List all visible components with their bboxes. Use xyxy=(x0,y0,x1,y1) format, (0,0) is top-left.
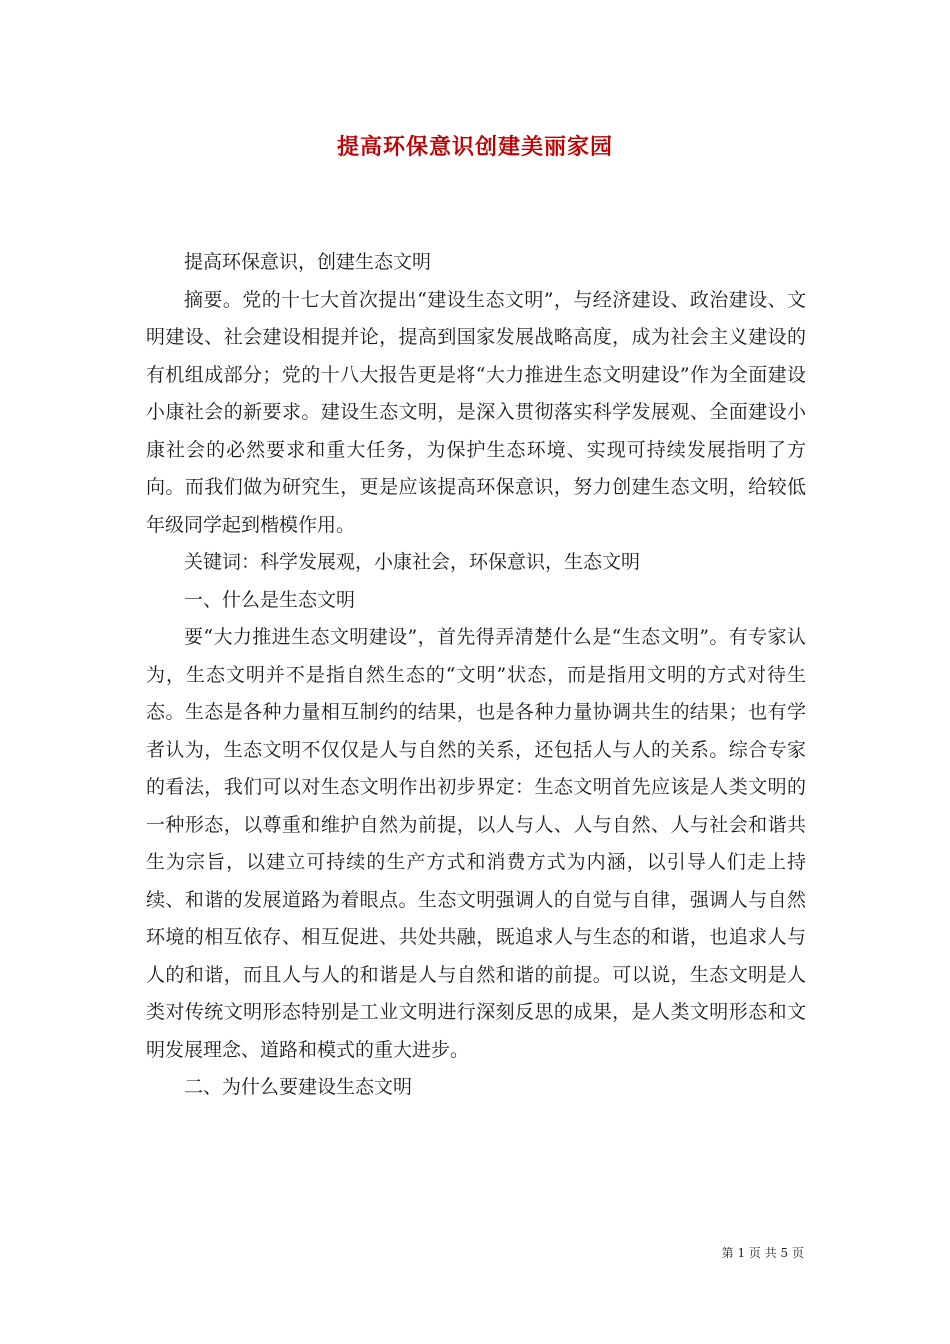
page-number: 第 1 页 共 5 页 xyxy=(721,1246,804,1260)
keywords-paragraph: 关键词：科学发展观，小康社会，环保意识，生态文明 xyxy=(184,551,641,573)
section1-body: 要“大力推进生态文明建设”，首先得弄清楚什么是“生态文明”。有专家认为，生态文明并不是指自然生态的“文明”状态，而是指用文明的方式对待生态。生态是各种力量相互制约的结果，也是各种力量协调共生的结果；也有学者认为，生态文明不仅仅是人与自然的关系，还包括人与人的关系。综合专家的看法，我们可以对生态文明作出初步界定：生态文明首先应该是人类文明的一种形态，以尊重和维护自然为前提，以人与人、人与自然、人与社会和谐共生为宗旨，以建立可持续的生产方式和消费方式为内涵，以引导人们走上持续、和谐的发展道路为着眼点。生态文明强调人的自觉与自律，强调人与自然环境的相互依存、相互促进、共处共融，既追求人与生态的和谐，也追求人与人的和谐，而且人与人的和谐是人与自然和谐的前提。可以说，生态文明是人类对传统文明形态特别是工业文明进行深刻反思的成果，是人类文明形态和文明发展理念、道路和模式的重大进步。 xyxy=(146,626,806,1061)
section1-heading: 一、什么是生态文明 xyxy=(184,588,356,611)
abstract-paragraph: 摘要。党的十七大首次提出“建设生态文明”，与经济建设、政治建设、文明建设、社会建设相提并论，提高到国家发展战略高度，成为社会主义建设的有机组成部分；党的十八大报告更是将“大力推进生态文明建设”作为全面建设小康社会的新要求。建设生态文明，是深入贯彻落实科学发展观、全面建设小康社会的必然要求和重大任务，为保护生态环境、实现可持续发展指明了方向。而我们做为研究生，更是应该提高环保意识，努力创建生态文明，给较低年级同学起到楷模作用。 xyxy=(146,288,806,536)
subtitle-paragraph: 提高环保意识，创建生态文明 xyxy=(184,251,432,273)
document-body xyxy=(146,244,806,1107)
page-title: 提高环保意识创建美丽家园 xyxy=(336,134,613,160)
section2-heading: 二、为什么要建设生态文明 xyxy=(184,1076,413,1098)
